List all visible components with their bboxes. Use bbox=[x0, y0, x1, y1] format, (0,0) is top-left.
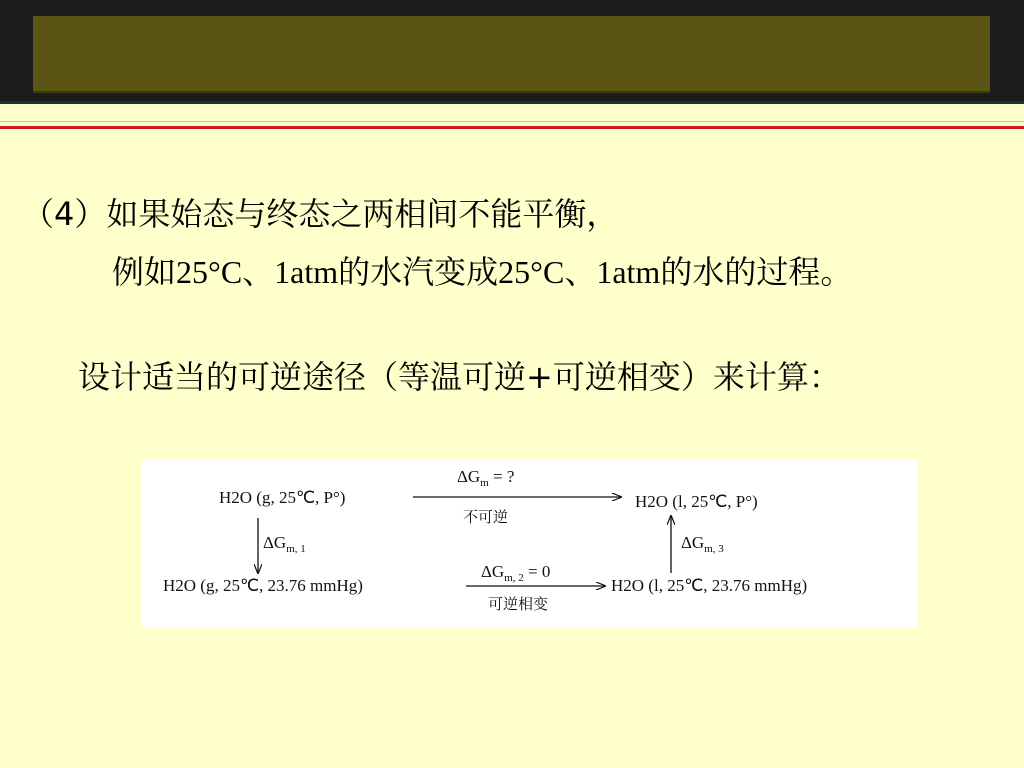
title-band bbox=[33, 16, 990, 93]
example-final-conditions: 25°C、1atm bbox=[498, 254, 661, 290]
dg2-label: $\Delta G_{m, 2} = 0$ bbox=[481, 562, 551, 584]
header-divider bbox=[0, 101, 1024, 104]
example-suffix: 的水的过程。 bbox=[660, 253, 853, 291]
example-initial-conditions: 25°C、1atm bbox=[176, 254, 339, 290]
example-line bbox=[112, 252, 852, 292]
example-middle: 的水汽变成 bbox=[338, 253, 499, 291]
condition-line: （4）如果始态与终态之两相间不能平衡， bbox=[22, 195, 619, 233]
dg-main-label: $\Delta G_m$ = ? bbox=[457, 467, 515, 489]
initial-state: H2O (g, 25℃, P°) bbox=[219, 488, 346, 507]
method-line: 设计适当的可逆途径（等温可逆+可逆相变）来计算： bbox=[78, 358, 841, 396]
reversible-phase-label: 可逆相变 bbox=[488, 595, 549, 613]
irreversible-label: 不可逆 bbox=[463, 508, 509, 526]
dg1-label: $\Delta G_{m, 1}$ bbox=[263, 533, 306, 555]
header-accent-rule bbox=[0, 126, 1024, 129]
example-prefix: 例如 bbox=[112, 253, 177, 291]
final-state: H2O (l, 25℃, P°) bbox=[635, 492, 758, 511]
thermodynamic-path-scheme bbox=[141, 460, 917, 628]
intermediate-gas-state: H2O (g, 25℃, 23.76 mmHg) bbox=[163, 576, 363, 595]
scheme-diagram bbox=[141, 460, 917, 628]
header-frame bbox=[0, 0, 1024, 101]
header-thin-rule bbox=[0, 121, 1024, 122]
intermediate-liquid-state: H2O (l, 25℃, 23.76 mmHg) bbox=[611, 576, 808, 595]
dg3-label: $\Delta G_{m, 3}$ bbox=[681, 533, 724, 555]
